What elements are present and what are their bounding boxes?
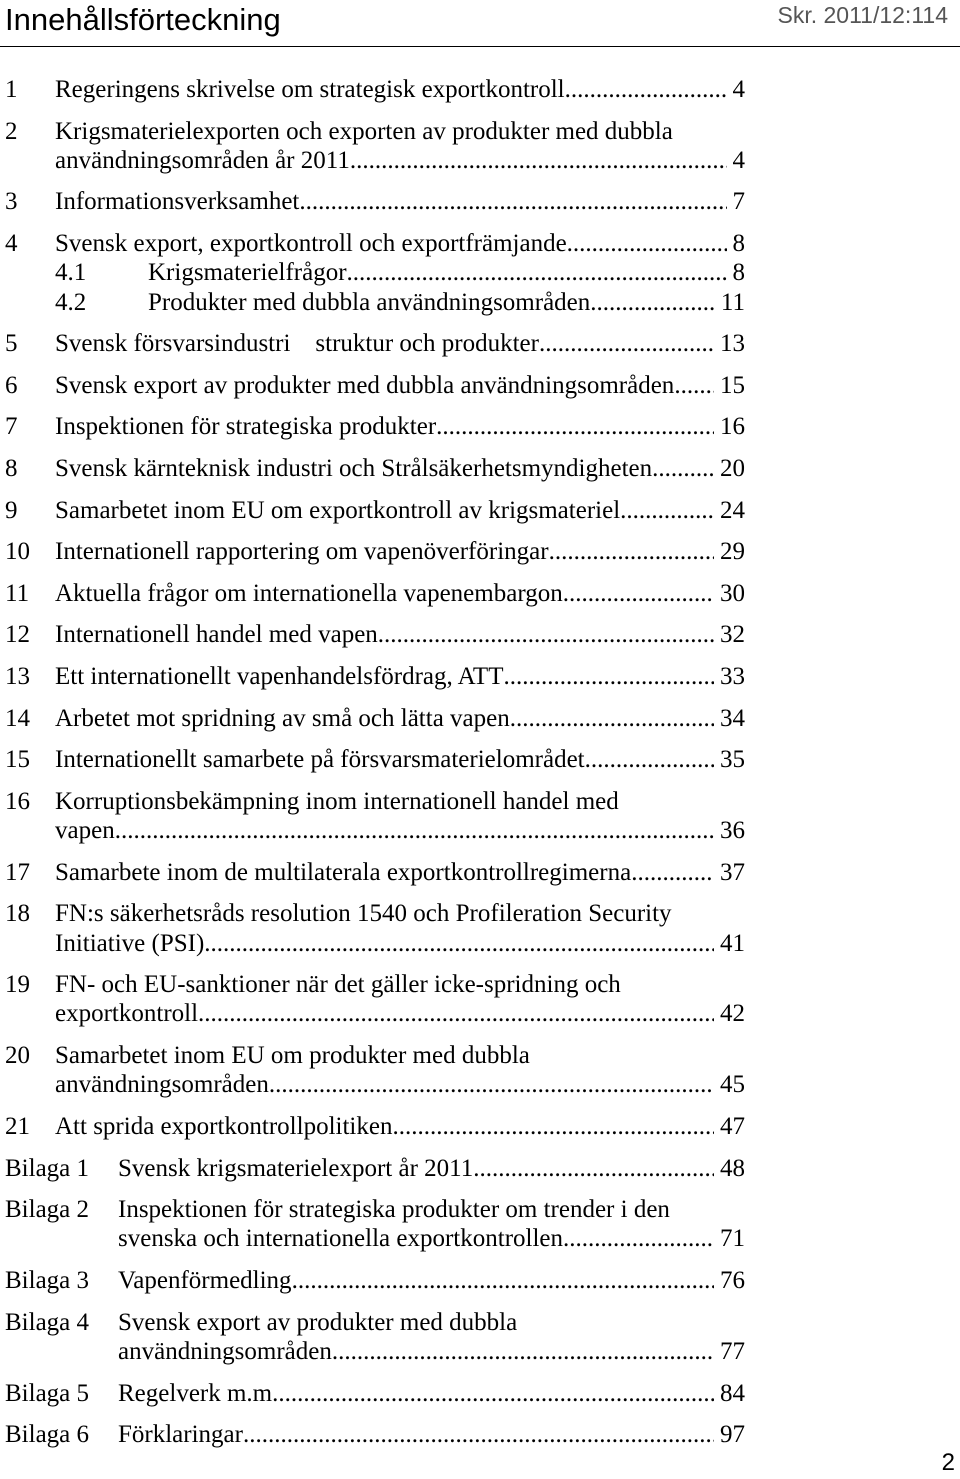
toc-entry-number: Bilaga 1 (5, 1154, 90, 1182)
toc-entry-line (118, 1308, 745, 1337)
toc-entry[interactable] (0, 454, 960, 483)
toc-entry-text (118, 1154, 745, 1183)
dot-leader (204, 929, 714, 958)
toc-entry-title: Svensk försvarsindustri struktur och produkter (55, 330, 539, 358)
dot-leader (392, 1112, 714, 1141)
dot-leader (347, 258, 727, 287)
toc-entry-number: 20 (5, 1042, 30, 1070)
toc-page-number: 4 (732, 146, 745, 174)
document-reference: Skr. 2011/12:114 (777, 2, 948, 28)
dot-leader (332, 1337, 714, 1366)
toc-entry-title: användningsområden (118, 1337, 332, 1365)
toc-entry-line (55, 899, 745, 928)
dot-leader (585, 745, 714, 774)
toc-entry-number: 6 (5, 371, 18, 399)
toc-entry-line (148, 288, 745, 317)
dot-leader (590, 288, 715, 317)
toc-section (0, 662, 960, 691)
toc-entry-number: 3 (5, 188, 18, 216)
toc-appendix-section (0, 1308, 960, 1367)
toc-entry-title: Internationellt samarbete på försvarsmaterielområdet (55, 746, 585, 774)
toc-entry-text (55, 1112, 745, 1141)
toc-section (0, 858, 960, 887)
toc-entry-title: Samarbetet inom EU om produkter med dubbla (55, 1042, 530, 1070)
toc-entry-text (118, 1379, 745, 1408)
dot-leader (563, 1224, 714, 1253)
toc-entry-number: 4.1 (55, 259, 87, 287)
toc-entry-title: Produkter med dubbla användningsområden (148, 288, 591, 316)
toc-appendix-entry[interactable] (0, 1308, 960, 1367)
toc-entry-text (55, 75, 745, 104)
toc-entry[interactable] (0, 117, 960, 176)
toc-entry-title: Krigsmaterielfrågor (148, 259, 347, 287)
toc-entry-number: 9 (5, 496, 18, 524)
toc-entry-title: Krigsmaterielexporten och exporten av produkter med dubbla (55, 117, 673, 145)
toc-entry-number: 18 (5, 900, 30, 928)
toc-entry-line (55, 146, 745, 175)
dot-leader (292, 1266, 714, 1295)
toc-entry-title: exportkontroll (55, 1000, 199, 1028)
toc-entry-number: Bilaga 6 (5, 1421, 90, 1449)
toc-entry-title: Svensk export, exportkontroll och exportfrämjande (55, 230, 567, 258)
toc-entry[interactable] (0, 537, 960, 566)
toc-entry-text (118, 1420, 745, 1449)
dot-leader (674, 371, 714, 400)
toc-entry-text (55, 496, 745, 525)
dot-leader (473, 1154, 714, 1183)
toc-entry-line (55, 371, 745, 400)
toc-page-number: 8 (732, 259, 745, 287)
toc-entry-number: 16 (5, 787, 30, 815)
toc-section (0, 75, 960, 104)
dot-leader (198, 999, 714, 1028)
toc-entry-text (55, 229, 745, 258)
toc-appendix-section (0, 1154, 960, 1183)
toc-page-number: 15 (720, 371, 745, 399)
toc-section (0, 496, 960, 525)
toc-entry-number: 12 (5, 621, 30, 649)
toc-entry-line (55, 75, 745, 104)
toc-entry-line (55, 187, 745, 216)
page-number: 2 (941, 1449, 955, 1476)
toc-entry-line (55, 816, 745, 845)
toc-entry-title: svenska och internationella exportkontrollen (118, 1225, 564, 1253)
toc-entry-line (55, 329, 745, 358)
toc-section (0, 1041, 960, 1100)
toc-entry-number: Bilaga 4 (5, 1308, 90, 1336)
toc-entry-line (118, 1379, 745, 1408)
toc-page-number: 71 (720, 1225, 745, 1253)
toc-appendix-entry[interactable] (0, 1195, 960, 1254)
toc-entry-title: Svensk export av produkter med dubbla (118, 1308, 518, 1336)
toc-entry-line (55, 745, 745, 774)
toc-entry-text (55, 412, 745, 441)
toc-entry-text (55, 537, 745, 566)
toc-entry-text (148, 258, 745, 287)
toc-entry-line (118, 1224, 745, 1253)
toc-section (0, 787, 960, 846)
toc-entry-text (55, 970, 745, 1029)
toc-entry-number: Bilaga 3 (5, 1267, 90, 1295)
toc-entry-text (118, 1266, 745, 1295)
toc-page-number: 20 (720, 455, 745, 483)
toc-page-number: 97 (720, 1421, 745, 1449)
toc-entry-title: användningsområden (55, 1071, 269, 1099)
toc-page-number: 29 (720, 538, 745, 566)
toc-entry-line (55, 1112, 745, 1141)
toc-page-number: 45 (720, 1071, 745, 1099)
dot-leader (350, 146, 727, 175)
toc-page-number: 42 (720, 1000, 745, 1028)
toc-entry-text (55, 620, 745, 649)
toc-section (0, 579, 960, 608)
toc-page-number: 84 (720, 1379, 745, 1407)
dot-leader (563, 579, 714, 608)
header-rule (0, 46, 960, 47)
dot-leader (565, 75, 727, 104)
toc-page-number: 33 (720, 663, 745, 691)
dot-leader (539, 329, 714, 358)
toc-entry-text (55, 579, 745, 608)
toc-section (0, 970, 960, 1029)
toc-entry-text (55, 858, 745, 887)
toc-section (0, 187, 960, 216)
dot-leader (378, 620, 714, 649)
toc-entry-number: 21 (5, 1112, 30, 1140)
dot-leader (652, 454, 714, 483)
toc-entry-line (55, 858, 745, 887)
toc-entry[interactable] (0, 745, 960, 774)
toc-entry-number: 7 (5, 413, 18, 441)
toc-appendix-entry[interactable] (0, 1379, 960, 1408)
toc-entry-line (148, 258, 745, 287)
toc-entry-number: 1 (5, 76, 18, 103)
toc-page-number: 13 (720, 330, 745, 358)
toc-entry-number: 11 (5, 579, 30, 607)
toc-entry-number: Bilaga 5 (5, 1379, 90, 1407)
toc-entry-title: Internationell handel med vapen (55, 621, 378, 649)
toc-entry-text (55, 745, 745, 774)
toc-section (0, 1112, 960, 1141)
toc-section (0, 704, 960, 733)
toc-page-number: 32 (720, 621, 745, 649)
toc-page-number: 36 (720, 817, 745, 845)
toc-entry-title: Korruptionsbekämpning inom internationell handel med (55, 787, 619, 815)
toc-entry[interactable] (0, 970, 960, 1029)
toc-entry-title: Regelverk m.m (118, 1379, 273, 1407)
page-title: Innehållsförteckning (5, 2, 281, 37)
toc-section (0, 620, 960, 649)
toc-entry-text (55, 787, 745, 846)
toc-section (0, 899, 960, 958)
toc-entry-line (55, 496, 745, 525)
dot-leader (269, 1070, 714, 1099)
toc-entry-text (55, 454, 745, 483)
toc-entry-title: Samarbetet inom EU om exportkontroll av krigsmateriel (55, 496, 621, 524)
dot-leader (299, 187, 726, 216)
toc-appendix-entry[interactable] (0, 1154, 960, 1183)
toc-entry[interactable] (0, 329, 960, 358)
toc-entry-title: Svensk krigsmaterielexport år 2011 (118, 1154, 474, 1182)
toc-subentry[interactable] (0, 258, 960, 287)
toc-subentry[interactable] (0, 288, 960, 317)
toc-entry-title: FN- och EU-sanktioner när det gäller icke-spridning och (55, 971, 621, 999)
toc-page-number: 11 (720, 288, 745, 316)
toc-entry-title: Informationsverksamhet (55, 188, 300, 216)
toc-page-number: 34 (720, 704, 745, 732)
toc-entry[interactable] (0, 662, 960, 691)
toc-entry-number: 10 (5, 538, 30, 566)
toc-page-number: 37 (720, 858, 745, 886)
toc-entry-title: Inspektionen för strategiska produkter (55, 413, 437, 441)
toc-page-number: 76 (720, 1267, 745, 1295)
table-of-contents (0, 75, 960, 1462)
toc-section (0, 229, 960, 317)
toc-entry-number: 19 (5, 971, 30, 999)
toc-entry-number: 8 (5, 455, 18, 483)
toc-entry-line (55, 579, 745, 608)
toc-entry[interactable] (0, 75, 960, 104)
toc-entry-line (118, 1154, 745, 1183)
toc-entry-title: användningsområden år 2011 (55, 146, 350, 174)
toc-entry-line (55, 662, 745, 691)
toc-entry[interactable] (0, 787, 960, 846)
toc-entry-title: Svensk export av produkter med dubbla användningsområden (55, 371, 675, 399)
dot-leader (510, 704, 714, 733)
toc-entry-text (55, 329, 745, 358)
toc-entry[interactable] (0, 412, 960, 441)
dot-leader (243, 1420, 714, 1449)
toc-entry-line (118, 1337, 745, 1366)
toc-page-number: 7 (732, 188, 745, 216)
dot-leader (567, 229, 727, 258)
toc-entry-title: Svensk kärnteknisk industri och Strålsäkerhetsmyndigheten (55, 455, 653, 483)
toc-entry-text (148, 288, 745, 317)
toc-entry[interactable] (0, 1112, 960, 1141)
dot-leader (272, 1379, 714, 1408)
toc-entry-text (118, 1308, 745, 1367)
toc-appendix-entry[interactable] (0, 1266, 960, 1295)
toc-entry-number: 14 (5, 704, 30, 732)
toc-entry-title: Ett internationellt vapenhandelsfördrag, ATT (55, 663, 504, 691)
toc-section (0, 412, 960, 441)
toc-entry-line (55, 412, 745, 441)
toc-entry[interactable] (0, 187, 960, 216)
toc-entry-text (55, 662, 745, 691)
toc-entry-number: Bilaga 2 (5, 1196, 90, 1224)
toc-entry-text (55, 187, 745, 216)
toc-page-number: 30 (720, 579, 745, 607)
toc-appendix-section (0, 1420, 960, 1449)
dot-leader (436, 412, 714, 441)
toc-page-number: 4 (732, 76, 745, 103)
toc-entry-number: 17 (5, 858, 30, 886)
toc-entry-title: Vapenförmedling (118, 1267, 292, 1295)
toc-entry-line (55, 229, 745, 258)
toc-appendix-section (0, 1379, 960, 1408)
toc-entry-line (55, 1041, 745, 1070)
toc-entry-text (55, 704, 745, 733)
toc-page-number: 35 (720, 746, 745, 774)
toc-section (0, 329, 960, 358)
dot-leader (631, 858, 714, 887)
toc-entry-number: 5 (5, 330, 18, 358)
toc-page-number: 41 (720, 929, 745, 957)
toc-entry-line (55, 704, 745, 733)
toc-entry[interactable] (0, 229, 960, 258)
toc-entry-text (55, 899, 745, 958)
toc-page-number: 77 (720, 1337, 745, 1365)
toc-entry-line (55, 620, 745, 649)
toc-entry-line (55, 117, 745, 146)
toc-page-number: 24 (720, 496, 745, 524)
toc-page-number: 16 (720, 413, 745, 441)
toc-entry-text (55, 117, 745, 176)
toc-page-number: 47 (720, 1112, 745, 1140)
toc-section (0, 537, 960, 566)
toc-entry-title: Att sprida exportkontrollpolitiken (55, 1112, 393, 1140)
toc-entry-title: Förklaringar (118, 1421, 243, 1449)
toc-entry-title: Inspektionen för strategiska produkter om trender i den (118, 1196, 670, 1224)
toc-appendix-section (0, 1266, 960, 1295)
toc-appendix-entry[interactable] (0, 1420, 960, 1449)
toc-entry-line (55, 970, 745, 999)
toc-entry-text (55, 371, 745, 400)
toc-section (0, 454, 960, 483)
toc-entry-number: 15 (5, 746, 30, 774)
toc-entry-text (55, 1041, 745, 1100)
toc-entry-number: 4 (5, 230, 18, 258)
toc-entry-line (55, 454, 745, 483)
toc-entry-line (55, 537, 745, 566)
toc-entry-line (118, 1195, 745, 1224)
toc-entry-title: Aktuella frågor om internationella vapenembargon (55, 579, 563, 607)
toc-entry-line (118, 1266, 745, 1295)
toc-entry[interactable] (0, 579, 960, 608)
toc-entry-title: Initiative (PSI) (55, 929, 205, 957)
toc-entry[interactable] (0, 496, 960, 525)
toc-entry-title: Arbetet mot spridning av små och lätta vapen (55, 704, 510, 732)
toc-entry-title: Samarbete inom de multilaterala exportkontrollregimerna (55, 858, 632, 886)
toc-page-number: 48 (720, 1154, 745, 1182)
toc-entry-title: Regeringens skrivelse om strategisk exportkontroll (55, 76, 565, 103)
toc-appendix-section (0, 1195, 960, 1254)
toc-entry[interactable] (0, 704, 960, 733)
toc-entry[interactable] (0, 620, 960, 649)
toc-entry-number: 2 (5, 117, 18, 145)
toc-entry-text (118, 1195, 745, 1254)
toc-entry[interactable] (0, 1041, 960, 1100)
toc-entry[interactable] (0, 899, 960, 958)
toc-section (0, 745, 960, 774)
toc-entry-title: Internationell rapportering om vapenöverföringar (55, 538, 549, 566)
toc-entry-title: FN:s säkerhetsråds resolution 1540 och Profileration Security (55, 900, 672, 928)
dot-leader (503, 662, 714, 691)
dot-leader (115, 816, 714, 845)
toc-entry-line (55, 1070, 745, 1099)
dot-leader (549, 537, 714, 566)
toc-entry[interactable] (0, 858, 960, 887)
toc-entry-title: vapen (55, 817, 115, 845)
toc-section (0, 371, 960, 400)
toc-entry[interactable] (0, 371, 960, 400)
toc-entry-line (55, 999, 745, 1028)
toc-section (0, 117, 960, 176)
toc-entry-number: 13 (5, 663, 30, 691)
toc-entry-line (55, 787, 745, 816)
dot-leader (620, 496, 714, 525)
toc-entry-line (118, 1420, 745, 1449)
toc-entry-number: 4.2 (55, 288, 87, 316)
toc-page-number: 8 (732, 230, 745, 258)
toc-entry-line (55, 929, 745, 958)
